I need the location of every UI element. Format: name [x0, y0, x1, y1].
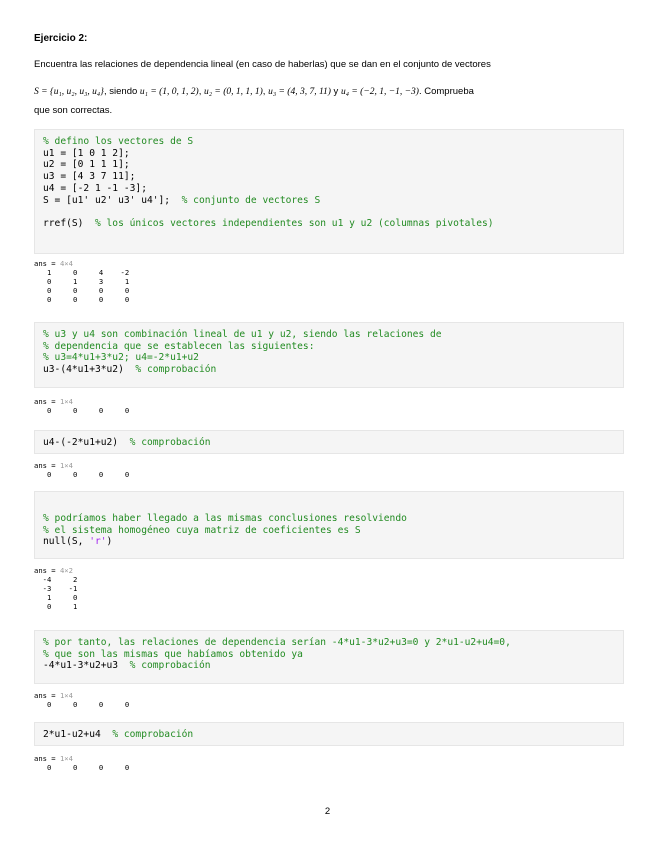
code-line: u3 = [4 3 7 11];	[43, 171, 136, 183]
code-comment: % comprobación	[112, 729, 194, 740]
set-formula: S = {u₁, u₂, u₃, u₄}	[34, 87, 104, 97]
code-line: u1 = [1 0 1 2];	[43, 147, 130, 159]
code-string: 'r'	[89, 536, 107, 548]
vector-u3: u₃ = (4, 3, 7, 11)	[268, 87, 331, 97]
page-number: 2	[324, 806, 331, 817]
code-comment: % comprobación	[129, 437, 211, 448]
matrix-row: 0 0 0 0	[34, 405, 130, 415]
output-block-3	[34, 462, 129, 480]
code-line: u4-(-2*u1+u2)	[43, 437, 130, 448]
y-text: y	[330, 86, 341, 97]
matrix-row: 1 0 4 -2	[34, 267, 130, 277]
code-comment: % dependencia que se establecen las siguientes:	[43, 340, 315, 352]
code-line: u3-(4*u1+3*u2)	[43, 364, 136, 376]
matrix-row: 1 0	[34, 592, 78, 602]
code-line: null(S,	[43, 536, 90, 548]
code-comment: % que son las mismas que habíamos obtenido ya	[43, 648, 303, 660]
intro-text: Encuentra las relaciones de dependencia lineal (en caso de haberlas) que se dan en el conjunto de vectores	[34, 59, 491, 70]
ans-label: ans =	[34, 397, 60, 406]
ans-label: ans =	[34, 259, 60, 268]
code-comment: % podríamos haber llegado a las mismas conclusiones resolviendo	[43, 513, 407, 524]
output-block-2	[34, 398, 129, 416]
matrix-row: 0 0 0 0	[34, 285, 130, 295]
matrix-row: -4 2	[34, 574, 78, 584]
dimension-label: 1×4	[59, 754, 73, 763]
dimension-label: 1×4	[59, 397, 73, 406]
vector-u4: u₄ = (−2, 1, −1, −3)	[340, 87, 419, 97]
code-comment: % comprobación	[129, 660, 211, 672]
code-comment: % por tanto, las relaciones de dependencia serían -4*u1-3*u2+u3=0 y 2*u1-u2+u4=0,	[43, 637, 511, 648]
code-block-4[interactable]	[34, 491, 624, 559]
vector-u1: u₁ = (1, 0, 1, 2)	[139, 87, 199, 97]
dimension-label: 4×4	[59, 259, 73, 268]
code-block-2[interactable]	[34, 322, 624, 388]
code-block-6[interactable]	[34, 722, 624, 746]
ans-label: ans =	[34, 461, 60, 470]
comprueba-text: . Comprueba	[418, 86, 474, 97]
code-line: S = [u1' u2' u3' u4'];	[43, 194, 182, 206]
vector-set-line: S = {u₁, u₂, u₃, u₄}, siendo u₁ = (1, 0, 1, 2), u₂ = (0, 1, 1, 1), u₃ = (4, 3, 7, 11) y u₄ = (−2, 1, −1, −3). Comprueba	[34, 86, 474, 97]
code-line: u4 = [-2 1 -1 -3];	[43, 182, 147, 194]
output-block-1	[34, 260, 129, 305]
intro-end-text: que son correctas.	[34, 105, 113, 116]
code-block-1[interactable]	[34, 129, 624, 254]
code-line: 2*u1-u2+u4	[43, 729, 113, 740]
dimension-label: 1×4	[59, 691, 73, 700]
matrix-row: 0 1 3 1	[34, 276, 130, 286]
output-block-6	[34, 755, 129, 773]
matrix-row: -3 -1	[34, 583, 78, 593]
code-line: rref(S)	[43, 217, 95, 229]
siendo-text: , siendo	[103, 86, 140, 97]
vector-u2: u₂ = (0, 1, 1, 1)	[203, 87, 263, 97]
code-line: -4*u1-3*u2+u3	[43, 660, 130, 672]
code-comment: % comprobación	[135, 364, 217, 376]
matrix-row: 0 1	[34, 601, 78, 611]
exercise-heading: Ejercicio 2:	[34, 33, 88, 44]
matrix-row: 0 0 0 0	[34, 294, 130, 304]
code-comment: % conjunto de vectores S	[181, 194, 321, 206]
code-comment: % defino los vectores de S	[43, 136, 194, 147]
matrix-row: 0 0 0 0	[34, 469, 130, 479]
code-comment: % u3 y u4 son combinación lineal de u1 y u2, siendo las relaciones de	[43, 329, 442, 340]
matrix-row: 0 0 0 0	[34, 762, 130, 772]
code-line: )	[106, 536, 113, 548]
code-block-5[interactable]	[34, 630, 624, 684]
code-comment: % los únicos vectores independientes son u1 y u2 (columnas pivotales)	[94, 217, 494, 229]
ans-label: ans =	[34, 566, 60, 575]
dimension-label: 4×2	[59, 566, 73, 575]
code-block-3[interactable]	[34, 430, 624, 454]
code-line: u2 = [0 1 1 1];	[43, 159, 130, 171]
output-block-5	[34, 692, 129, 710]
code-comment: % u3=4*u1+3*u2; u4=-2*u1+u2	[43, 352, 199, 364]
dimension-label: 1×4	[59, 461, 73, 470]
output-block-4	[34, 567, 77, 612]
ans-label: ans =	[34, 691, 60, 700]
code-comment: % el sistema homogéneo cuya matriz de coeficientes es S	[43, 524, 361, 536]
ans-label: ans =	[34, 754, 60, 763]
matrix-row: 0 0 0 0	[34, 699, 130, 709]
